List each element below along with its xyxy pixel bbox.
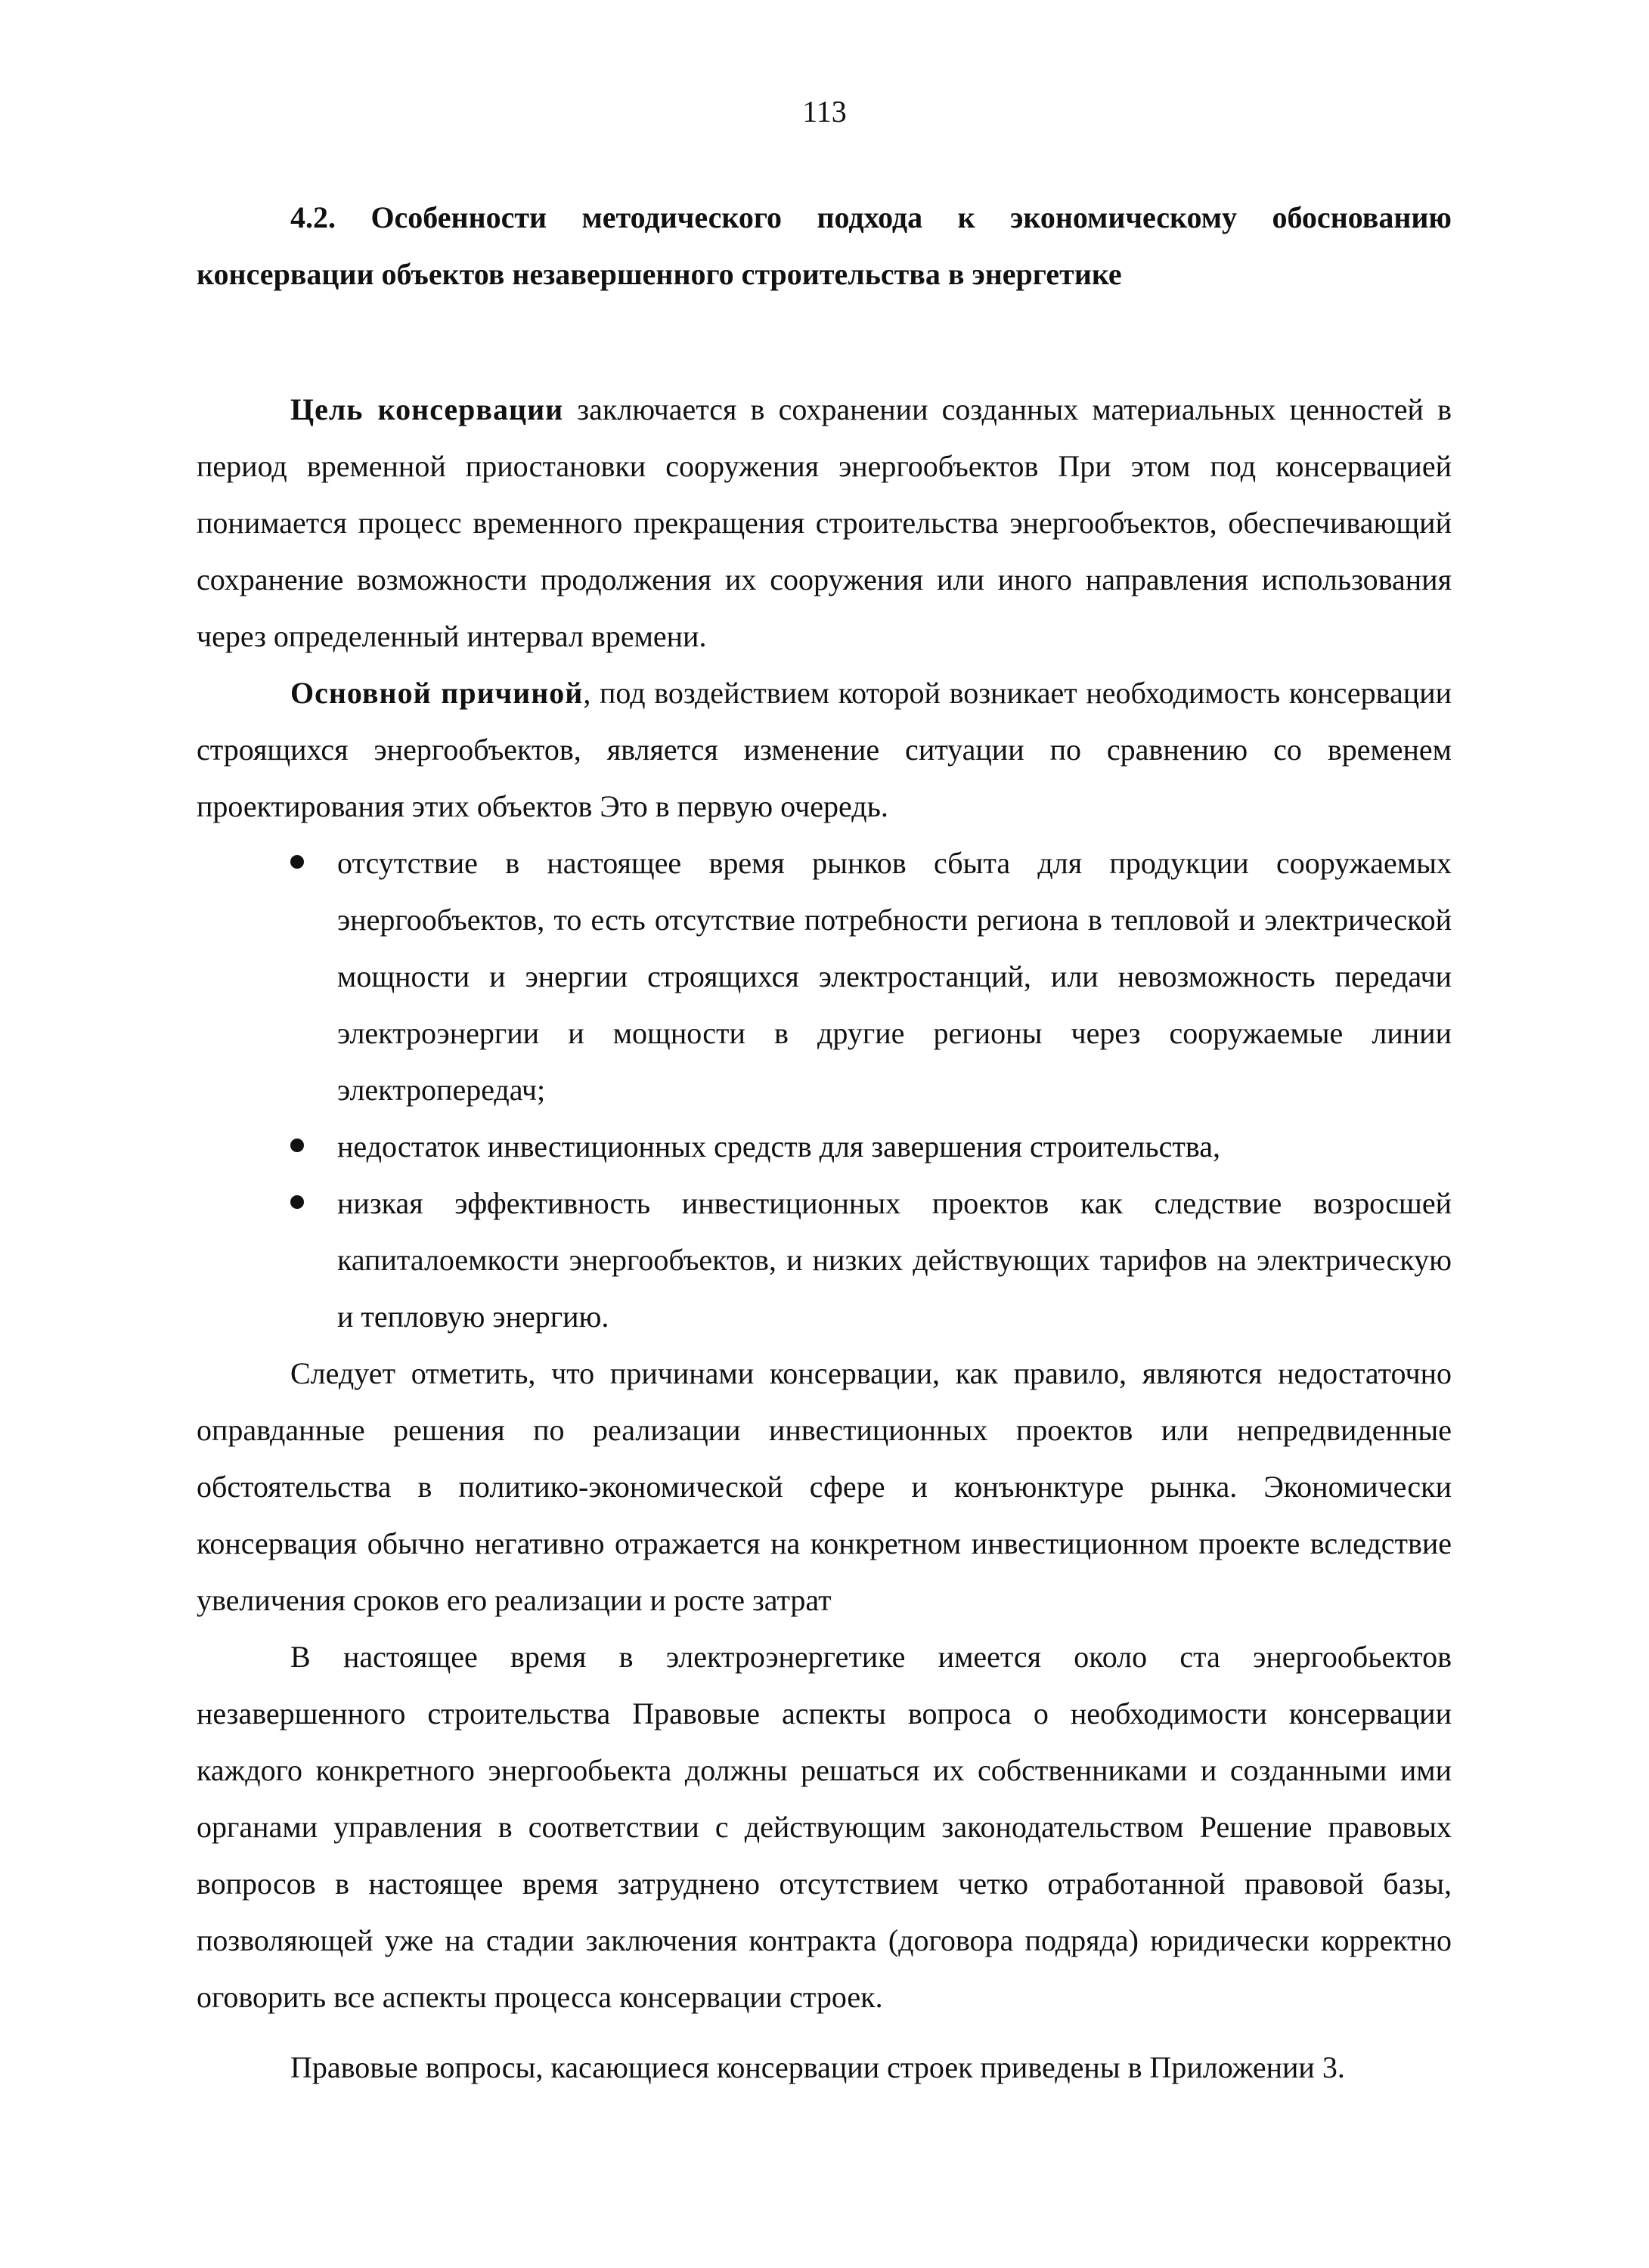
list-item-text: низкая эффективность инвестиционных проектов как следствие возросшей капиталоемкости энергообъектов, и низких действующих тарифов на электрическую и тепловую энергию.	[337, 1186, 1452, 1334]
list-item-text: отсутствие в настоящее время рынков сбыта для продукции сооружаемых энергообъектов, то есть отсутствие потребности региона в тепловой и электрической мощности и энергии строящихся электростанций, или невозможность передачи электроэнергии и мощности в другие регионы через сооружаемые линии электропередач;	[337, 846, 1452, 1107]
paragraph-lead-term: Цель консервации	[290, 392, 564, 426]
section-heading: 4.2. Особенности методического подхода к экономическому обоснованию консервации объектов незавершенного строительства в энергетике	[197, 200, 1452, 291]
paragraph-body: , под воздействием которой возникает необходимость консервации строящихся энергообъектов, является изменение ситуации по сравнению со временем проектирования этих объектов Это в первую очередь.	[197, 676, 1452, 823]
paragraph-legal-aspects: В настоящее время в электроэнергетике имеется около ста энергообьектов незавершенного строительства Правовые аспекты вопроса о необходимости консервации каждого конкретного энергообьекта должны решаться их собственниками и созданными ими органами управления в соответствии с действующим законодательством Решение правовых вопросов в настоящее время затруднено отсутствием четко отработанной правовой базы, позволяющей уже на стадии заключения контракта (договора подряда) юридически корректно оговорить все аспекты процесса консервации строек.	[197, 1640, 1452, 2014]
page-number: 113	[802, 94, 847, 129]
list-item	[337, 835, 1452, 1118]
list-item	[337, 1118, 1452, 1175]
paragraph-body: заключается в сохранении созданных материальных ценностей в период временной приостановки сооружения энергообъектов При этом под консервацией понимается процесс временного прекращения строительства энергообъектов, обеспечивающий сохранение возможности продолжения их сооружения или иного направления использования через определенный интервал времени.	[197, 392, 1452, 653]
bullet-icon	[290, 1139, 304, 1152]
paragraph-conservation-causes: Следует отметить, что причинами консервации, как правило, являются недостаточно оправданные решения по реализации инвестиционных проектов или непредвиденные обстоятельства в политико-экономической сфере и конъюнктуре рынка. Экономически консервация обычно негативно отражается на конкретном инвестиционном проекте вследствие увеличения сроков его реализации и росте затрат	[197, 1356, 1452, 1617]
page-content	[197, 189, 1452, 2096]
paragraph-lead-term: Основной причиной	[290, 676, 584, 710]
paragraph-main-reason	[197, 665, 1452, 835]
bullet-icon	[290, 855, 304, 869]
list-item-text: недостаток инвестиционных средств для завершения строительства,	[337, 1129, 1220, 1163]
bullet-icon	[290, 1195, 304, 1209]
paragraph-appendix-reference: Правовые вопросы, касающиеся консервации строек приведены в Приложении 3.	[290, 2050, 1345, 2084]
paragraph-conservation-goal	[197, 381, 1452, 665]
list-item	[337, 1175, 1452, 1345]
reasons-bullet-list	[197, 835, 1452, 1345]
